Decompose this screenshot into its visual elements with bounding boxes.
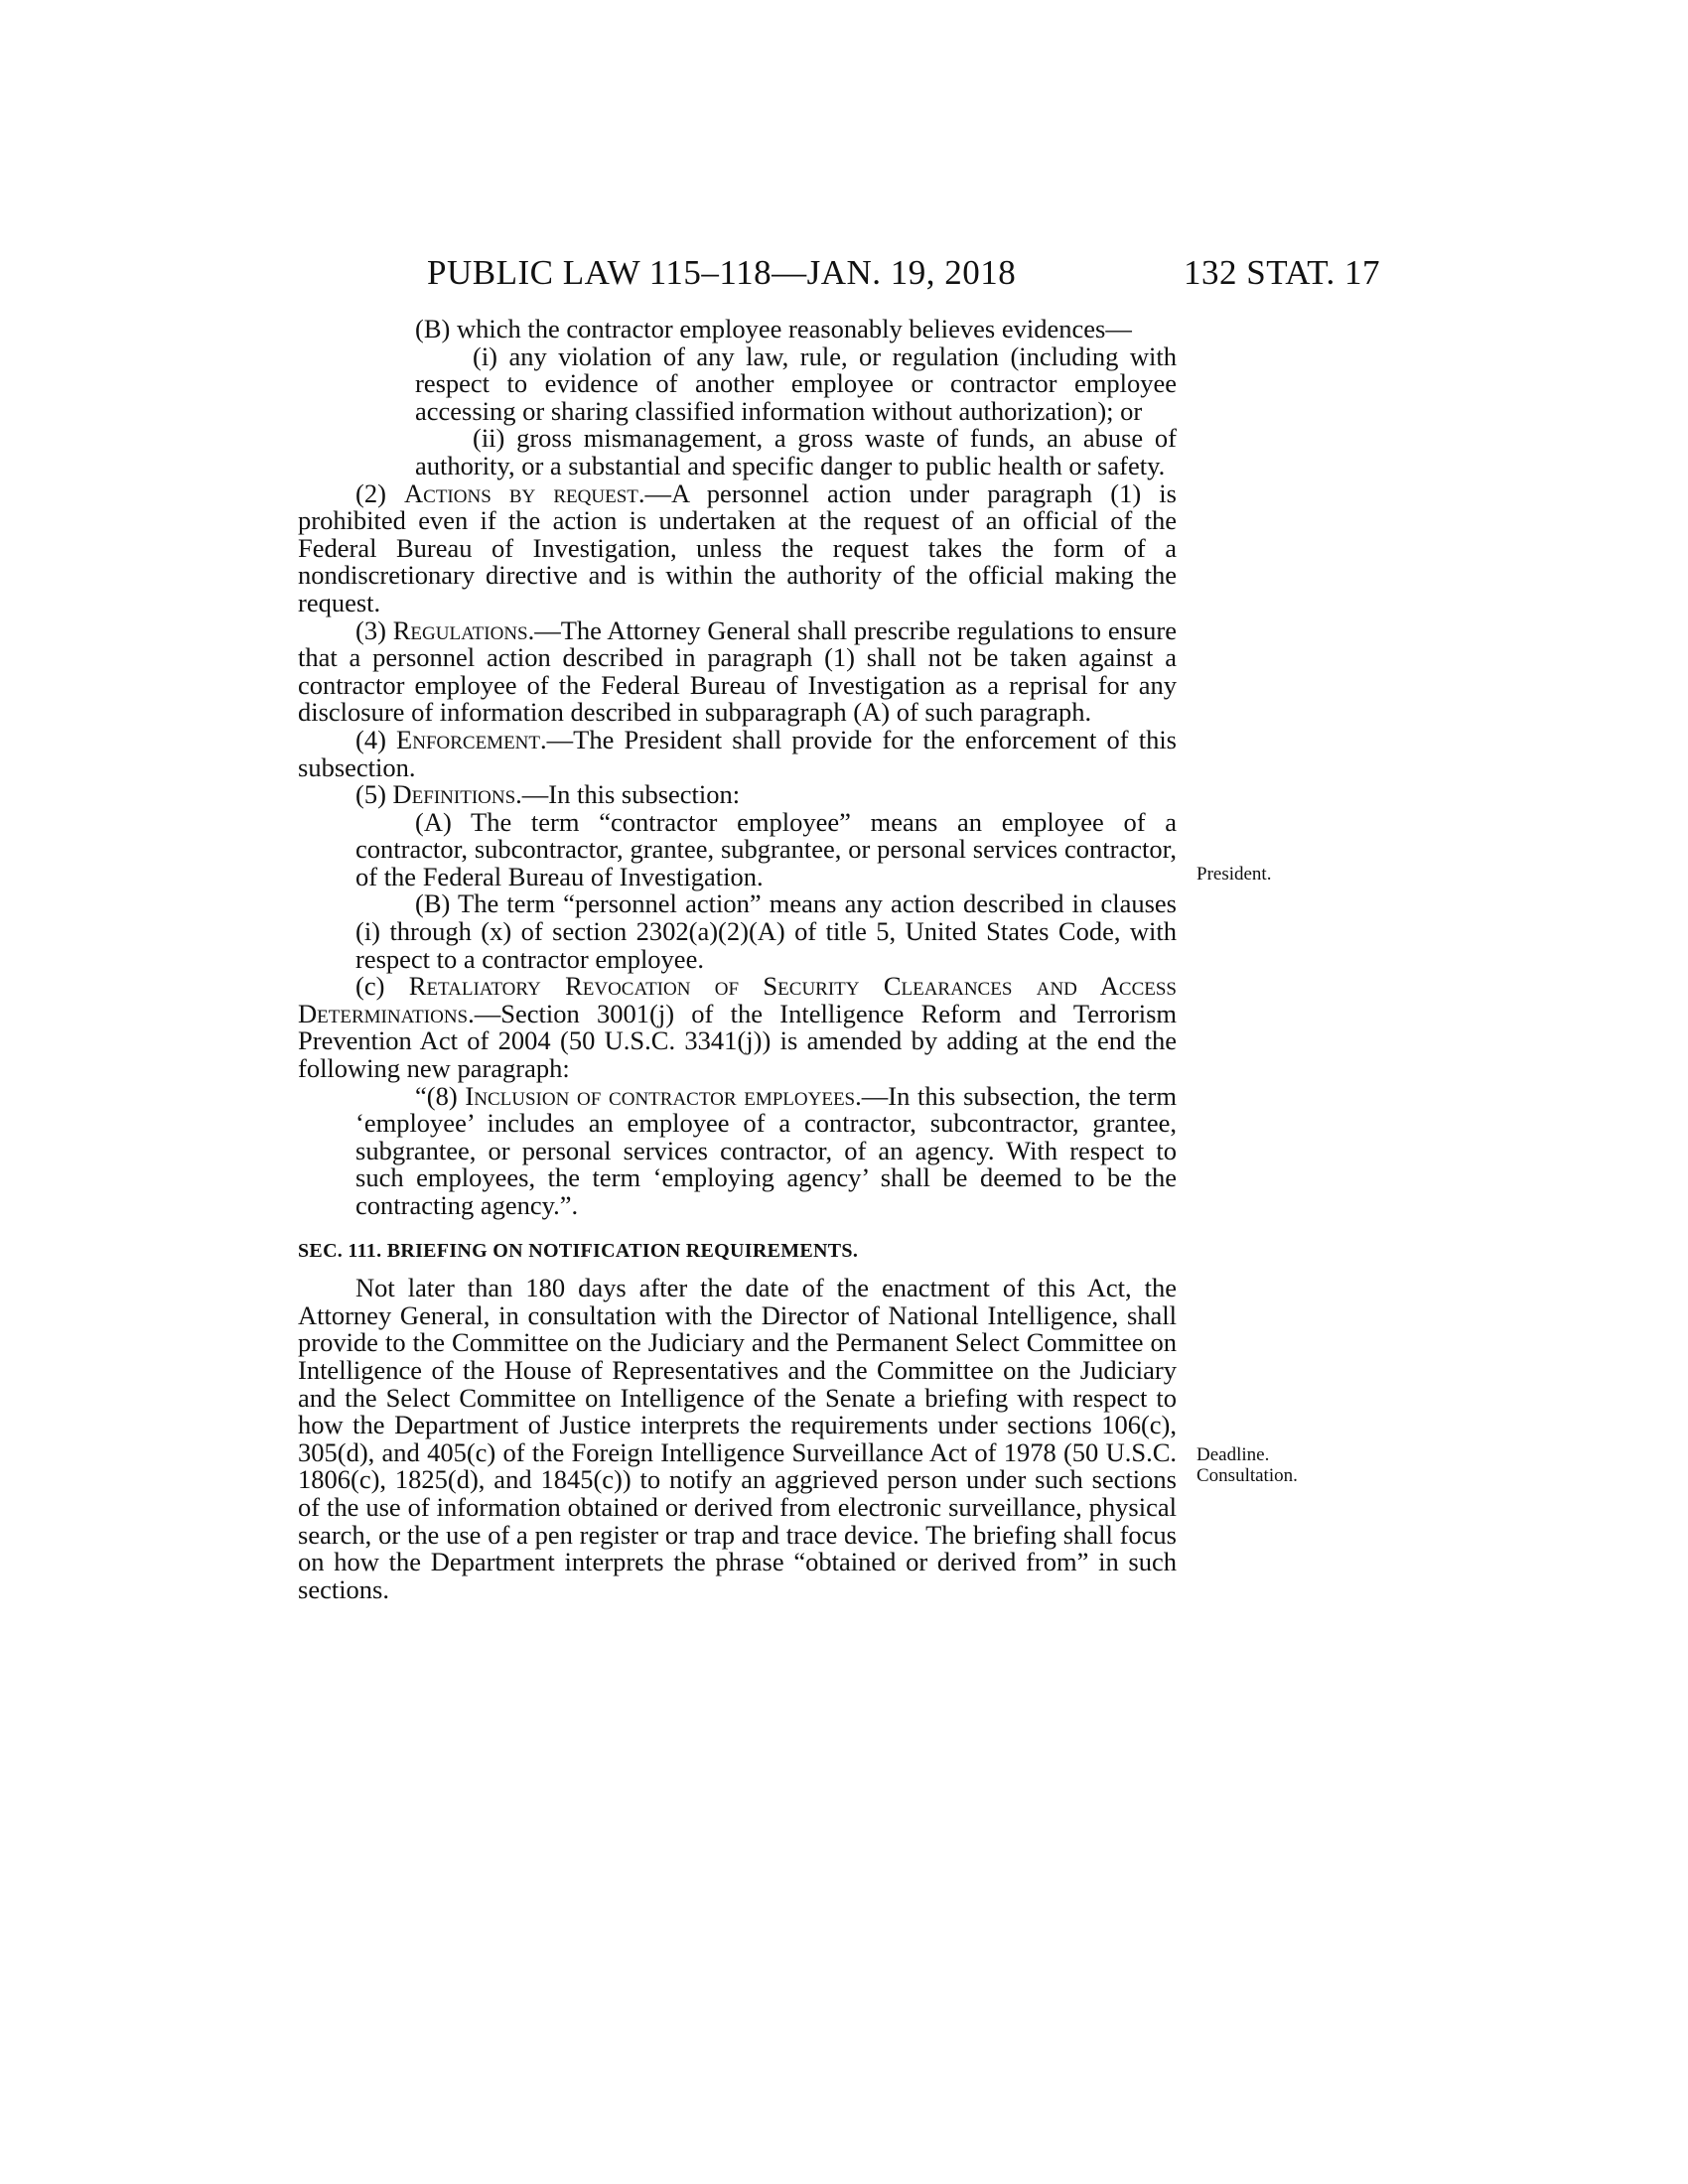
clause-i: (i) any violation of any law, rule, or regulation (including with respect to evidence of another employee or contractor employee accessing or sharing classified information without authorization); or	[415, 341, 1177, 426]
definition-a: (A) The term “contractor employee” means an employee of a contractor, subcontractor, grantee, subgrantee, or personal services contractor, of the Federal Bureau of Investigation.	[355, 806, 1177, 891]
margin-note-consultation: Consultation.	[1196, 1465, 1298, 1486]
clause-b: (B) which the contractor employee reasonably believes evidences—	[415, 314, 1132, 343]
paragraph-2: (2) Actions by request.—A personnel action under paragraph (1) is prohibited even if the action is undertaken at the request of an official of the Federal Bureau of Investigation, unless the request takes the form of a nondiscretionary directive and is within the authority of the official making the request.	[298, 478, 1177, 617]
paragraph-5: (5) Definitions.—In this subsection:	[355, 779, 741, 810]
margin-note-deadline-consultation	[1196, 1444, 1298, 1486]
heading-regulations: Regulations	[392, 614, 528, 645]
section-111-heading: SEC. 111. BRIEFING ON NOTIFICATION REQUIREMENTS.	[298, 1239, 859, 1262]
subsection-c: (c) Retaliatory Revocation of Security Clearances and Access Determinations.—Section 3001(j) of the Intelligence Reform and Terrorism Prevention Act of 2004 (50 U.S.C. 3341(j)) is amended by adding at the end the following new paragraph:	[298, 971, 1178, 1084]
running-title: PUBLIC LAW 115–118—JAN. 19, 2018	[427, 253, 1017, 292]
paragraph-3: (3) Regulations.—The Attorney General shall prescribe regulations to ensure that a personnel action described in paragraph (1) shall not be taken against a contractor employee of the Federal Bureau of Investigation as a reprisal for any disclosure of information described in subparagraph (A) of such paragraph.	[298, 614, 1177, 728]
margin-note-president: President.	[1196, 864, 1272, 885]
paragraph-4: (4) Enforcement.—The President shall provide for the enforcement of this subsection.	[298, 724, 1177, 782]
page-body	[298, 316, 1177, 1603]
page-header	[298, 253, 1380, 293]
heading-definitions: Definitions	[392, 779, 516, 810]
heading-enforcement: Enforcement	[396, 724, 541, 754]
paragraph-8: “(8) Inclusion of contractor employees.—In this subsection, the term ‘employee’ includes an employee of a contractor, subcontractor, grantee, subgrantee, or personal services contractor, of an agency. With respect to such employees, the term ‘employing agency’ shall be deemed to be the contracting agency.”.	[355, 1080, 1177, 1220]
definition-b: (B) The term “personnel action” means any action described in clauses (i) through (x) of section 2302(a)(2)(A) of title 5, United States Code, with respect to a contractor employee.	[355, 888, 1177, 974]
heading-inclusion-contractor-employees: Inclusion of contractor employees	[465, 1080, 856, 1111]
heading-retaliatory-revocation: Retaliatory Revocation of Security Clearances and Access Determinations	[298, 971, 1178, 1028]
margin-note-deadline: Deadline.	[1196, 1444, 1270, 1465]
heading-actions-by-request: Actions by request	[404, 478, 638, 508]
page-number: 132 STAT. 17	[1184, 253, 1380, 292]
section-111-text: Not later than 180 days after the date of the enactment of this Act, the Attorney General, in consultation with the Director of National Intelligence, shall provide to the Committee on the Judiciary and the Permanent Select Committee on Intelligence of the House of Representatives and the Committee on the Judiciary and the Select Committee on Intelligence of the Senate a briefing with respect to how the Department of Justice interprets the requirements under sections 106(c), 305(d), and 405(c) of the Foreign Intelligence Surveillance Act of 1978 (50 U.S.C. 1806(c), 1825(d), and 1845(c)) to notify an aggrieved person under such sections of the use of information obtained or derived from electronic surveillance, physical search, or the use of a pen register or trap and trace device. The briefing shall focus on how the Department interprets the phrase “obtained or derived from” in such sections.	[298, 1273, 1177, 1604]
clause-ii: (ii) gross mismanagement, a gross waste of funds, an abuse of authority, or a substantial and specific danger to public health or safety.	[415, 423, 1177, 480]
